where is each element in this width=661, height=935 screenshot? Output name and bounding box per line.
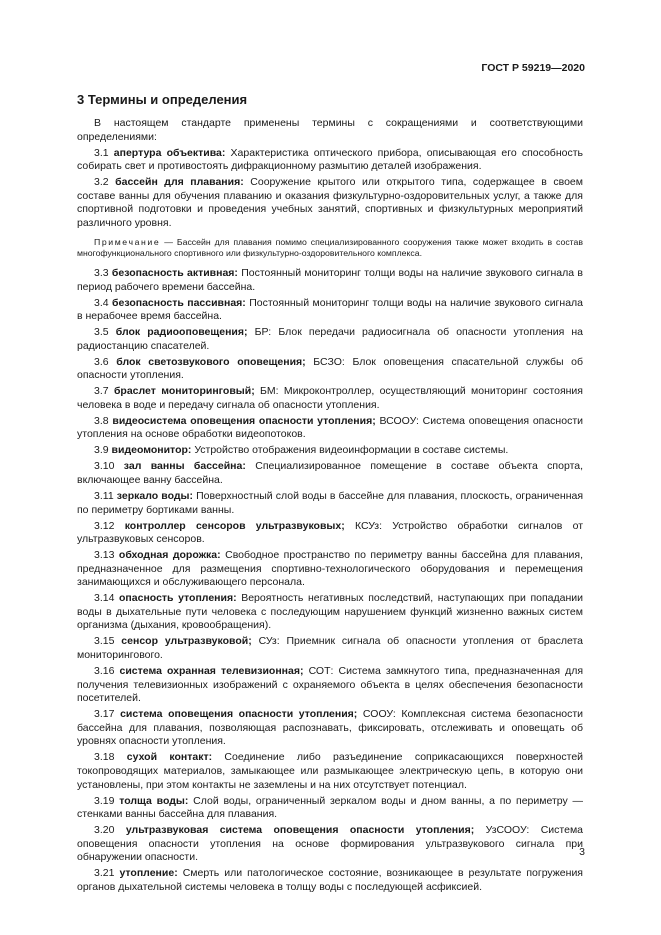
term-definition: БСЗО: Блок оповещения спасательной службы об опасности утопления. — [77, 355, 583, 382]
term-number: 3.18 — [94, 751, 115, 764]
page-number: 3 — [579, 846, 585, 858]
term-definition: Слой воды, ограниченный зеркалом воды и дном ванны, а по периметру — стенками ванны бассейна для плавания. — [77, 794, 584, 821]
term-entry — [77, 867, 583, 894]
term-name: видеосистема оповещения опасности утопления; — [112, 414, 376, 427]
term-definition: БР: Блок передачи радиосигнала об опасности утопления на радиостанцию спасателей. — [77, 326, 584, 352]
term-number: 3.11 — [94, 489, 114, 502]
term-entry — [77, 147, 583, 174]
term-name: система оповещения опасности утопления; — [120, 708, 358, 721]
term-name: толща воды: — [119, 794, 189, 807]
term-definition: Постоянный мониторинг толщи воды на наличие звукового сигнала в нерабочее время бассейна. — [77, 296, 583, 323]
term-entry — [77, 444, 583, 458]
term-number: 3.3 — [94, 266, 109, 279]
term-number: 3.10 — [94, 460, 115, 473]
term-number: 3.8 — [94, 414, 109, 427]
term-name: безопасность пассивная: — [112, 296, 246, 309]
term-entry — [77, 520, 583, 547]
note-text: — Бассейн для плавания помимо специализированного сооружения также может входить в состав многофункционального спортивного или физкультурно-оздоровительного комплекса. — [77, 236, 583, 258]
term-entry — [77, 549, 583, 590]
term-entry — [77, 708, 583, 749]
term-entry — [77, 824, 583, 865]
term-definition: Постоянный мониторинг толщи воды на наличие звукового сигнала в период рабочего времени бассейна. — [77, 266, 583, 293]
term-name: блок радиооповещения; — [115, 326, 248, 339]
term-entry — [77, 326, 583, 353]
term-number: 3.20 — [94, 824, 115, 837]
term-definition: Специализированное помещение в составе объекта спорта, включающее ванну бассейна. — [77, 460, 584, 486]
term-definition: СООУ: Комплексная система безопасности бассейна для плавания, позволяющая распознавать, фиксировать, отслеживать и оповещать об уровнях опасности утопления. — [77, 708, 584, 748]
term-number: 3.19 — [94, 794, 115, 807]
term-number: 3.7 — [94, 385, 109, 398]
term-entry — [77, 415, 583, 442]
term-number: 3.6 — [94, 355, 109, 368]
term-entry — [77, 297, 583, 324]
term-entry — [77, 592, 583, 633]
term-definition: Соединение либо разъединение соприкасающихся поверхностей токопроводящих материалов, замыкающее или размыкающее электрическую цепь, в которую они установлены, при этом контакты не заземлены и на них отсутствует потенциал. — [77, 751, 584, 791]
term-name: браслет мониторинговый; — [113, 385, 255, 398]
term-entry — [77, 460, 583, 487]
term-number: 3.15 — [94, 635, 115, 648]
term-definition: Смерть или патологическое состояние, возникающее в результате погружения органов дыхательной системы человека в толщу воды с последующей асфиксией. — [77, 867, 583, 893]
intro-paragraph: В настоящем стандарте применены термины с сокращениями и соответствующими определениями: — [77, 117, 583, 143]
term-definition: КСУз: Устройство обработки сигналов от ультразвуковых сенсоров. — [77, 519, 584, 546]
term-name: сенсор ультразвуковой; — [121, 635, 252, 648]
term-number: 3.21 — [94, 867, 115, 880]
term-number: 3.16 — [94, 665, 115, 678]
section-title: 3 Термины и определения — [77, 92, 248, 107]
term-number: 3.5 — [94, 326, 109, 339]
term-definition: Вероятность негативных последствий, наступающих при попадании воды в дыхательные пути человека с последующим нарушением функций жизненно важных систем организма (дыхания, кровообращения). — [77, 592, 584, 632]
term-definition: Поверхностный слой воды в бассейне для плавания, плоскость, ограниченная по периметру бортиками ванны. — [77, 489, 584, 516]
term-number: 3.2 — [94, 176, 109, 189]
note-label: Примечание — [94, 236, 161, 247]
term-name: утопление: — [119, 867, 178, 880]
document-body — [77, 117, 583, 897]
term-number: 3.14 — [94, 592, 115, 605]
term-definition: СУз: Приемник сигнала об опасности утопления от браслета мониторингового. — [77, 635, 584, 662]
term-definition: БМ: Микроконтроллер, осуществляющий мониторинг состояния человека в воде и передачу сигнала об опасности утопления. — [77, 385, 583, 411]
term-entry — [77, 635, 583, 662]
term-entry — [77, 267, 583, 294]
term-definition: УзСООУ: Система оповещения опасности утопления на основе формирования ультразвукового сигнала при обнаружении опасности. — [77, 824, 583, 864]
term-name: система охранная телевизионная; — [119, 665, 304, 678]
term-number: 3.13 — [94, 549, 115, 562]
term-name: бассейн для плавания: — [115, 176, 244, 189]
term-definition: Характеристика оптического прибора, описывающая его способность собирать свет и противостоять дифракционному размытию деталей изображения. — [77, 146, 583, 173]
term-name: апертура объектива: — [113, 146, 226, 159]
term-number: 3.1 — [94, 146, 109, 159]
term-number: 3.17 — [94, 708, 115, 721]
term-number: 3.12 — [94, 519, 115, 532]
note-paragraph — [77, 237, 583, 259]
term-definition: ВСООУ: Система оповещения опасности утопления на основе обработки видеопотоков. — [77, 414, 583, 441]
term-name: зал ванны бассейна: — [123, 460, 246, 473]
standard-designation: ГОСТ Р 59219—2020 — [481, 62, 585, 74]
term-entry — [77, 795, 583, 822]
term-definition: СОТ: Система замкнутого типа, предназначенная для получения телевизионных изображений с охраняемого объекта в целях обеспечения безопасности посетителей. — [77, 665, 584, 705]
term-name: ультразвуковая система оповещения опасности утопления; — [125, 824, 475, 837]
term-entry — [77, 751, 583, 792]
term-definition: Сооружение крытого или открытого типа, содержащее в своем составе ванны для обучения плаванию и оказания физкультурно-оздоровительных услуг, а также для спортивной подготовки и проведения учебных занятий, спортивных и физкультурных мероприятий различного уровня. — [77, 176, 583, 229]
term-name: видеомонитор: — [111, 444, 192, 457]
term-name: блок светозвукового оповещения; — [116, 355, 306, 368]
term-entry — [77, 356, 583, 383]
term-name: обходная дорожка: — [118, 549, 221, 562]
term-entry — [77, 176, 583, 230]
term-number: 3.9 — [94, 444, 109, 457]
term-definition: Свободное пространство по периметру ванны бассейна для плавания, предназначенное для размещения спортивно-технологического оборудования и перемещения занимающихся и обслуживающего персонала. — [77, 549, 583, 589]
term-entry — [77, 665, 583, 706]
term-name: контроллер сенсоров ультразвуковых; — [124, 519, 345, 532]
term-entry — [77, 490, 583, 517]
term-name: сухой контакт: — [126, 751, 213, 764]
term-name: безопасность активная: — [111, 266, 238, 279]
term-entry — [77, 385, 583, 412]
term-definition: Устройство отображения видеоинформации в составе системы. — [194, 444, 509, 457]
term-number: 3.4 — [94, 296, 109, 309]
term-name: опасность утопления: — [119, 592, 237, 605]
term-name: зеркало воды: — [116, 489, 193, 502]
